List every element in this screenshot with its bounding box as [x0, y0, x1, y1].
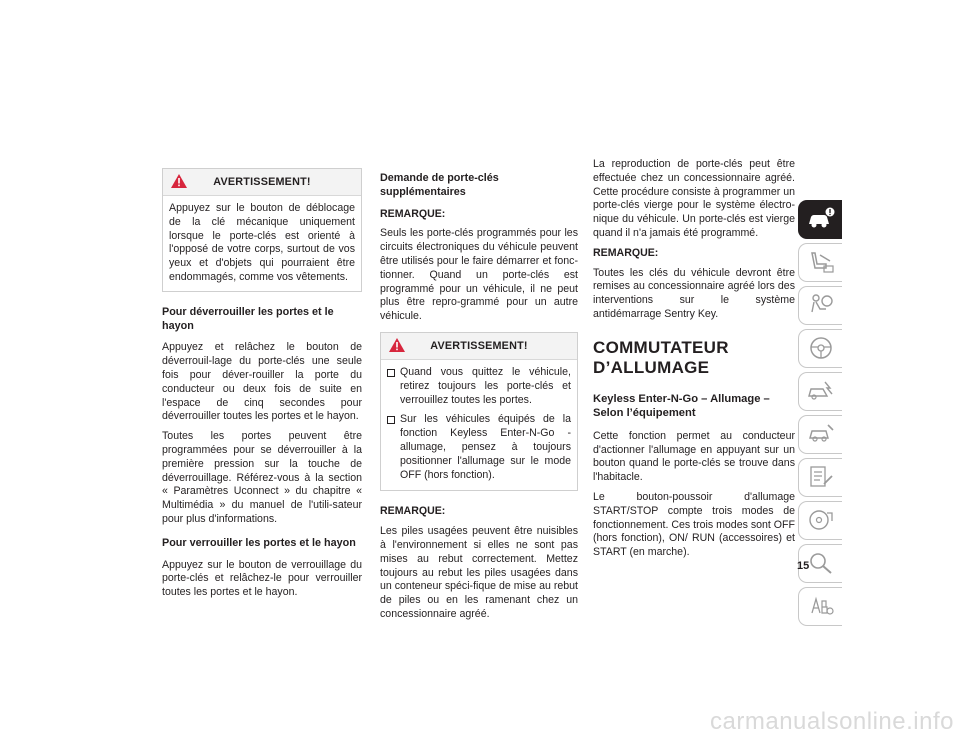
additional-keyfob-heading: Demande de porte-clés supplémentaires	[380, 172, 499, 198]
warning-list-item: Quand vous quittez le véhicule, retirez toujours les porte-clés et verrouillez toutes les portes.	[387, 366, 571, 407]
warning-box	[380, 332, 578, 491]
section-title: COMMUTATEUR D’ALLUMAGE	[593, 337, 729, 377]
note-text: Seuls les porte-clés programmés pour les circuits électroniques du véhicule peuvent être utilisés pour le faire démarrer et fonc-tionner. Quand un porte-clés est programmé pour un véhicule, il ne peut plus être repro-grammé pour un autre véhicule.	[380, 227, 578, 323]
tab-multimedia[interactable]	[798, 501, 842, 540]
warning-text: Appuyez sur le bouton de déblocage de la clé mécanique uniquement lorsque le porte-clés est orienté à l'opposé de votre corps, surtout de vos yeux et d'objets qui pourraient être endommagés, comme vos vêtements.	[169, 202, 355, 283]
feature-paragraph: Cette fonction permet au conducteur d'actionner l'allumage en appuyant sur un bouton quand le porte-clés se trouve dans l'habitacle.	[593, 429, 795, 484]
seat-safety-icon	[806, 249, 836, 275]
column-1	[162, 168, 362, 606]
checklist-wrench-icon	[806, 464, 836, 490]
steering-wheel-icon	[806, 335, 836, 361]
car-info-icon	[806, 206, 836, 232]
column-3	[593, 158, 795, 566]
watermark: carmanualsonline.info	[710, 708, 954, 735]
lock-heading: Pour verrouiller les portes et le hayon	[162, 536, 356, 549]
sub-section-heading: Keyless Enter-N-Go – Allumage – Selon l’équipement	[593, 392, 770, 419]
airbag-person-icon	[806, 292, 836, 318]
warning-header	[163, 169, 361, 196]
warning-triangle-icon	[170, 173, 188, 189]
unlock-paragraph-2: Toutes les portes peuvent être programmées pour se déverrouiller à la première pression sur la touche de déverrouillage. Référez-vous à la section « Paramètres Uconnect » du chapitre « Multimédia » du manuel de l'utili-sateur pour plus d'informations.	[162, 430, 362, 525]
note-label: REMARQUE:	[380, 207, 446, 220]
reproduction-paragraph: La reproduction de porte-clés peut être effectuée chez un concessionnaire agréé. Cette procédure consiste à programmer un porte-clés vierge pour le système électro-nique du véhicule. Un porte-clés est vierge quand il n'a jamais été programmé.	[593, 158, 795, 239]
warning-triangle-icon	[388, 337, 406, 353]
modes-paragraph: Le bouton-poussoir d'allumage START/STOP compte trois modes de fonctionnement. Ces trois modes sont OFF (hors fonction), ON/ RUN (accessoires) et START (en marche).	[593, 490, 795, 559]
checkbox-bullet-icon	[387, 416, 395, 424]
multimedia-disc-icon	[806, 507, 836, 533]
warning-header	[381, 333, 577, 360]
note-label: REMARQUE:	[380, 505, 446, 518]
column-2	[380, 168, 578, 628]
page-number: 15	[797, 560, 810, 572]
tab-getting-to-know[interactable]	[798, 200, 842, 239]
tab-index[interactable]	[798, 587, 842, 626]
warning-title: AVERTISSEMENT!	[213, 176, 311, 188]
lock-paragraph: Appuyez sur le bouton de verrouillage du porte-clés et relâchez-le pour verrouiller toutes les portes et le hayon.	[162, 558, 362, 599]
car-service-icon	[806, 421, 836, 447]
warning-title: AVERTISSEMENT!	[430, 339, 528, 352]
checkbox-bullet-icon	[387, 369, 395, 377]
warning-list-item: Sur les véhicules équipés de la fonction Keyless Enter-N-Go - allumage, pensez à toujours positionner l'allumage sur le mode OFF (hors fonction).	[387, 413, 571, 482]
car-crash-icon	[806, 378, 836, 404]
tab-safety[interactable]	[798, 243, 842, 282]
tab-technical-specs[interactable]	[798, 458, 842, 497]
note-label: REMARQUE:	[593, 246, 659, 259]
note-text: Les piles usagées peuvent être nuisibles à l'environnement si elles ne sont pas mises au rebut correctement. Mettez toujours au rebut les piles usagées dans un conteneur spéci-fique de mise au rebut de piles ou en les ramenant chez un concessionnaire agréé.	[380, 525, 578, 620]
warning-box	[162, 168, 362, 292]
unlock-heading: Pour déverrouiller les portes et le hayon	[162, 305, 334, 332]
tab-starting-driving[interactable]	[798, 329, 842, 368]
note-text: Toutes les clés du véhicule devront être remises au concessionnaire agréé lors des interventions sur le système antidémarrage Sentry Key.	[593, 266, 795, 320]
tab-emergency[interactable]	[798, 372, 842, 411]
tab-airbag[interactable]	[798, 286, 842, 325]
tab-servicing[interactable]	[798, 415, 842, 454]
index-alphabet-icon	[806, 593, 836, 619]
unlock-paragraph-1: Appuyez et relâchez le bouton de déverrouil-lage du porte-clés une seule fois pour déver-rouiller la porte du conducteur ou deux fois de suite en l'espace de cinq secondes pour déverrouiller toutes les portes et le hayon.	[162, 341, 362, 423]
